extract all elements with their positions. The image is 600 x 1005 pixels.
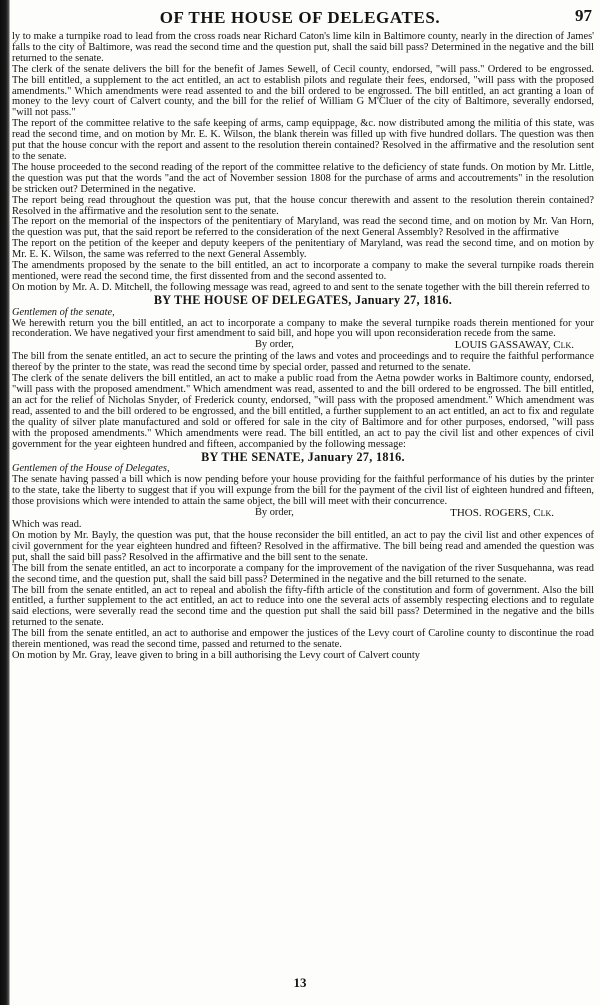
message-heading: BY THE SENATE, January 27, 1816. (201, 449, 405, 464)
paragraph: The bill from the senate entitled, an act to incorporate a company for the improvement of the navigation of the river Susquehanna, was read the second time, and the question put, shall the said bill pass? Determined in the negative and the bill returned to the senate. (12, 562, 594, 585)
clerk-signature: LOUIS GASSAWAY, Clk. (454, 339, 574, 352)
running-title: OF THE HOUSE OF DELEGATES. (159, 8, 441, 27)
signature-mark: 13 (293, 975, 307, 990)
paragraph: The report being read throughout the question was put, that the house concur therewith and assent to the resolution therein contained? Resolved in the affirmative and the resolution sent to the senate. (12, 194, 594, 217)
paragraph: The report on the memorial of the inspectors of the penitentiary of Maryland, was read the second time, and on motion by Mr. Van Horn, the question was put, that the said report be referred to the consideration of the next General Assembly? Resolved in the affirmative (12, 216, 594, 239)
paragraph: The bill from the senate entitled, an act to secure the printing of the laws and votes and proceedings and to require the faithful performance thereof by the printer to the state, was read the second time by special order, passed and returned to the senate. (12, 351, 594, 374)
page-header (0, 6, 600, 30)
clerk-signature: THOS. ROGERS, Clk. (450, 507, 554, 520)
by-order-label: By order, (255, 339, 294, 351)
paragraph: The clerk of the senate delivers the bill for the benefit of James Sewell, of Cecil county, endorsed, "will pass." Ordered to be engrossed. The bill entitled, a supplement to the act entitled, an act to establish pilots and regulate their fees, endorsed, "will pass with the proposed amendments." Which amendments were read assented to and the bill ordered to be engrossed. The bill entitled, an act granting a loan of money to the levy court of Calvert county, and the bill for the relief of William G M'Cluer of the city of Baltimore, severally endorsed, "will not pass." (12, 63, 594, 119)
paragraph: The house proceeded to the second reading of the report of the committee relative to the deficiency of state funds. On motion by Mr. Little, the question was put that the words "and the act of November session 1808 for the purchase of arms and accoutrements" in the resolution be stricken out? Determined in the negative. (12, 161, 594, 195)
paragraph: The clerk of the senate delivers the bill entitled, an act to make a public road from the Aetna powder works in Baltimore county, endorsed, "will pass with the proposed amendment." Which amendment was read, assented to and the bill ordered to be engrossed. The bill entitled, an act for the relief of Nicholas Snyder, of Frederick county, endorsed, "will pass with the proposed amendment." Which amendment was read, assented to and the bill ordered to be engrossed, and the bill entitled, a further supplement to an act entitled, an act to fix and regulate the quality of silver plate manufactured and sold or offered for sale in the city of Baltimore and for other purposes, endorsed, "will pass with the proposed amendments." Which amendments were read. The bill entitled, an act to pay the civil list and other expences of civil government for the year eighteen hundred and fifteen, accompanied by the following message: (12, 373, 594, 450)
message-salutation: Gentlemen of the senate, (12, 306, 115, 318)
paragraph: The bill from the senate entitled, an act to authorise and empower the justices of the Levy court of Caroline county to discontinue the road therein mentioned, was read the second time, passed and returned to the senate. (12, 628, 594, 651)
paragraph: On motion by Mr. Gray, leave given to bring in a bill authorising the Levy court of Calvert county (12, 649, 420, 661)
binding-edge (0, 0, 10, 1005)
page-body (12, 32, 594, 662)
paragraph: On motion by Mr. Bayly, the question was put, that the house reconsider the bill entitled, an act to pay the civil list and other expences of civil government for the year eighteen hundred and fifteen? Resolved in the affirmative. The bill being read and amended the question was put, shall the said bill pass? Resolved in the affirmative and the bill sent to the senate. (12, 529, 594, 563)
paragraph: On motion by Mr. A. D. Mitchell, the following message was read, agreed to and sent to the senate together with the bill therein referred to (12, 281, 590, 293)
message-salutation: Gentlemen of the House of Delegates, (12, 463, 170, 475)
paragraph: The report on the petition of the keeper and deputy keepers of the penitentiary of Maryland, was read the second time, and on motion by Mr. E. K. Wilson, the same was referred to the next General Assembly. (12, 238, 594, 261)
message-body: We herewith return you the bill entitled, an act to incorporate a company to make the several turnpike roads therein mentioned for your reconderation. We have negatived your first amendment to said bill, and hope you will upon reconsideration recede from the same. (12, 317, 594, 340)
paragraph: The bill from the senate entitled, an act to repeal and abolish the fifty-fifth article of the constitution and form of government. Also the bill entitled, a further supplement to the act entitled, an act to reduce into one the several acts of assembly respecting elections and to regulate said elections, were severally read the second time and the question put shall the said bill pass? Determined in the negative and the bills returned to the senate. (12, 584, 594, 629)
paragraph: Which was read. (12, 519, 82, 531)
paragraph: ly to make a turnpike road to lead from the cross roads near Richard Caton's lime kiln in Baltimore county, nearly in the direction of James' falls to the city of Baltimore, was read the second time and the question put, shall the said bill pass? Determined in the negative and the bill returned to the senate. (12, 31, 594, 64)
paragraph: The amendments proposed by the senate to the bill entitled, an act to incorporate a company to make the several turnpike roads therein mentioned, were read the second time, the first dissented from and the second assented to. (12, 260, 594, 282)
message-heading: BY THE HOUSE OF DELEGATES, January 27, 1816. (153, 292, 453, 307)
paragraph: The report of the committee relative to the safe keeping of arms, camp equippage, &c. now distributed among the militia of this state, was read the second time, and on motion by Mr. E. K. Wilson, the blank therein was filled up with five hundred dollars. The question was then put that the house concur with the report and assent to the resolution therein contained? Resolved in the affirmative and the resolution sent to the senate. (12, 118, 594, 162)
page-number: 97 (575, 6, 592, 25)
signature-line (12, 340, 594, 352)
signature-line (12, 508, 594, 520)
by-order-label: By order, (255, 507, 294, 519)
message-body: The senate having passed a bill which is now pending before your house providing for the faithful performance of his duties by the printer to the state, take the liberty to suggest that if you will expunge from the bill for the payment of the civil list of eighteen hundred and fifteen, those provisions which were intended to attain the same object, the bill will meet with their concurrence. (12, 474, 594, 508)
